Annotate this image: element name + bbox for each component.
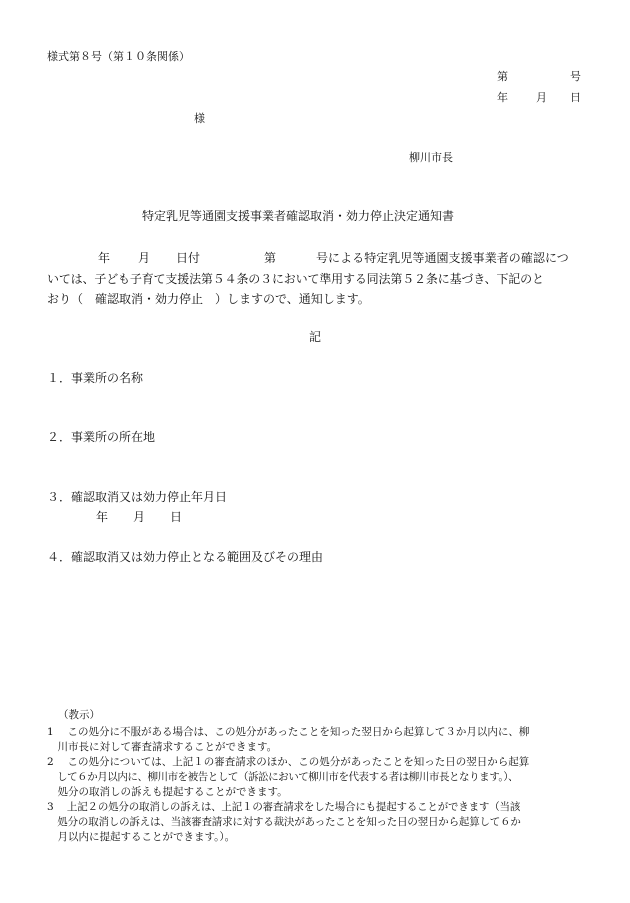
body-year: 年	[98, 251, 111, 265]
body-rest: 号による特定乳児等通園支援事業者の確認につ	[316, 251, 569, 265]
body-dai: 第	[264, 251, 277, 265]
notice-line-5: 処分の取消しの訴えも提起することができます。	[47, 786, 288, 798]
doc-date-month: 月	[536, 91, 547, 104]
body-day: 日付	[176, 251, 201, 265]
notice-line-8: 月以内に提起することができます。）。	[47, 831, 236, 843]
body-line-3: おり（ 確認取消・効力停止 ）しますので、通知します。	[47, 292, 370, 306]
item-3-month: 月	[133, 510, 146, 524]
body-line-2: いては、子ども子育て支援法第５４条の３において準用する同法第５２条に基づき、下記のと	[47, 272, 544, 286]
item-4-label: ４．確認取消又は効力停止となる範囲及びその理由	[47, 550, 324, 564]
notice-line-7: 処分の取消しの訴えは、当該審査請求に対する裁決があったことを知った日の翌日から起算して６か	[47, 816, 521, 828]
sender: 柳川市長	[409, 151, 453, 164]
notice-line-4: して６か月以内に、柳川市を被告として（訴訟において柳川市を代表する者は柳川市長となります。）、	[47, 771, 519, 783]
item-3-label: ３．確認取消又は効力停止年月日	[47, 490, 228, 504]
item-2-label: ２．事業所の所在地	[47, 430, 156, 444]
doc-date-day: 日	[570, 91, 581, 104]
notice-line-6: 3 上記２の処分の取消しの訴えは、上記１の審査請求をした場合にも提起することができます（当該	[47, 801, 521, 813]
item-3-day: 日	[170, 510, 183, 524]
document-title: 特定乳児等通園支援事業者確認取消・効力停止決定通知書	[142, 209, 455, 223]
item-3-year: 年	[96, 510, 109, 524]
doc-number-dai: 第	[497, 70, 508, 83]
doc-date-year: 年	[497, 91, 508, 104]
body-month: 月	[138, 251, 151, 265]
notice-line-2: 川市長に対して審査請求することができます。	[47, 741, 278, 753]
item-1-label: １．事業所の名称	[47, 371, 144, 385]
addressee-suffix: 様	[194, 112, 205, 125]
notice-heading: （教示）	[58, 709, 100, 721]
notice-line-3: 2 この処分については、上記１の審査請求のほか、この処分があったことを知った日の翌日から起算	[47, 756, 530, 768]
form-label: 様式第８号（第１０条関係）	[47, 50, 190, 63]
doc-number-go: 号	[570, 70, 581, 83]
ki-heading: 記	[309, 330, 322, 344]
notice-line-1: 1 この処分に不服がある場合は、この処分があったことを知った翌日から起算して３か月以内に、柳	[47, 726, 530, 738]
